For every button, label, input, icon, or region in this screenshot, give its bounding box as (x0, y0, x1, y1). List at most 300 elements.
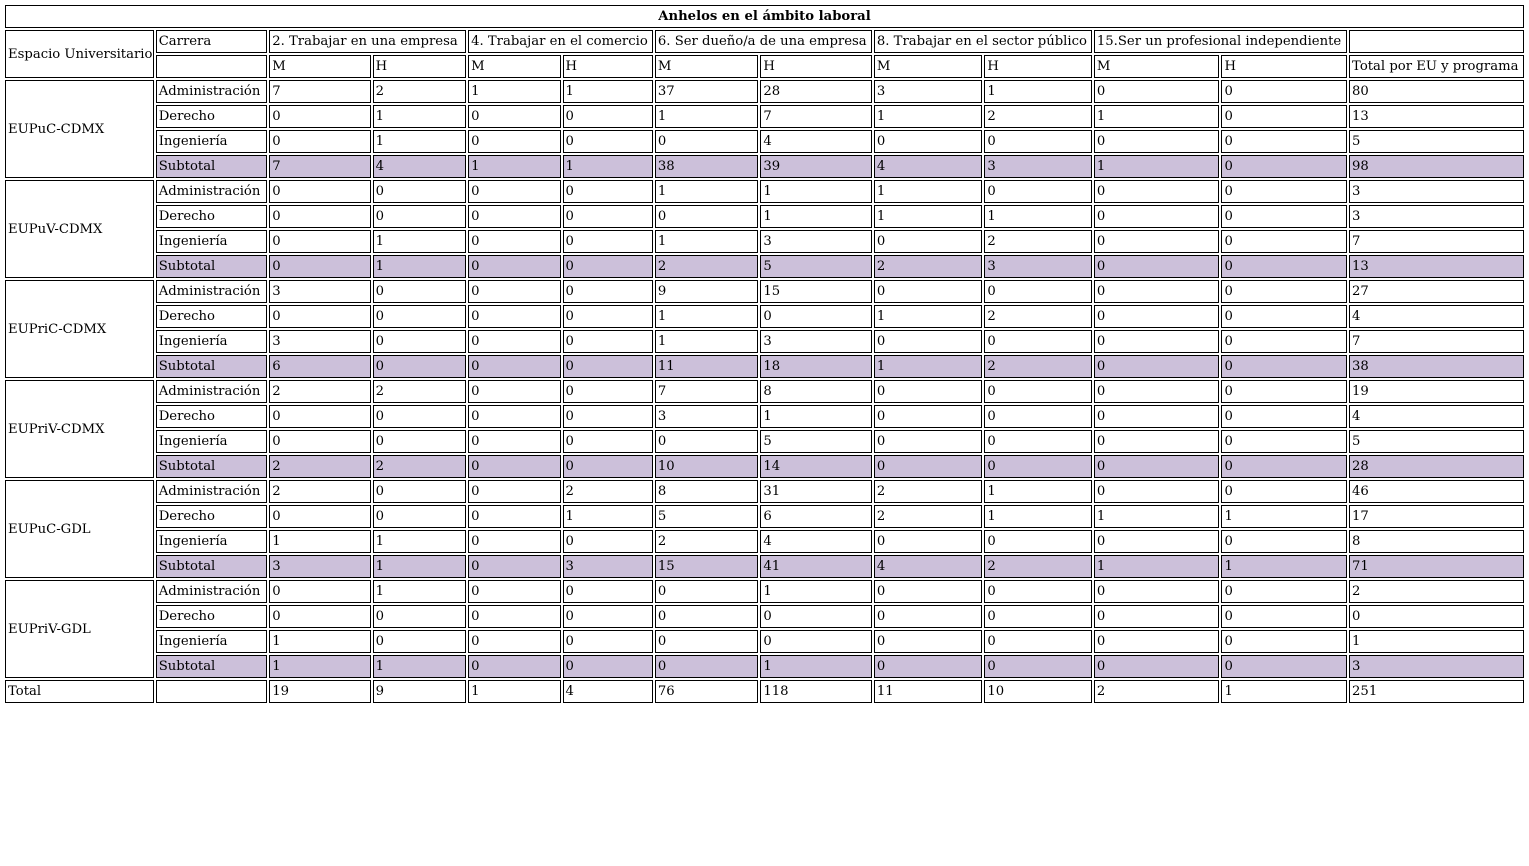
value-cell: 0 (1221, 355, 1347, 378)
value-cell: 1 (373, 555, 466, 578)
value-cell: 0 (984, 130, 1091, 153)
value-cell: 0 (1094, 605, 1220, 628)
value-cell: 0 (874, 130, 983, 153)
grand-total-value: 19 (269, 680, 370, 703)
subtotal-row (5, 155, 1524, 178)
value-cell: 4 (760, 130, 872, 153)
value-cell: 0 (984, 280, 1091, 303)
value-cell: 0 (984, 630, 1091, 653)
grand-total-label: Total (5, 680, 154, 703)
value-cell: 0 (468, 505, 560, 528)
value-cell: 0 (269, 130, 370, 153)
empty-carrera-cell (156, 680, 268, 703)
category-header-independiente: 15.Ser un profesional independiente (1094, 30, 1347, 53)
carrera-cell: Administración (156, 280, 268, 303)
value-cell: 0 (468, 480, 560, 503)
value-cell: 1 (1094, 155, 1220, 178)
value-cell: 0 (373, 505, 466, 528)
value-cell: 0 (1221, 380, 1347, 403)
value-cell: 0 (373, 180, 466, 203)
row-total-cell: 7 (1349, 230, 1524, 253)
value-cell: 2 (984, 555, 1091, 578)
value-cell: 0 (984, 655, 1091, 678)
value-cell: 0 (1094, 330, 1220, 353)
value-cell: 0 (563, 305, 653, 328)
total-header: Total por EU y programa (1349, 55, 1524, 78)
empty-header-cell (156, 55, 268, 78)
value-cell: 0 (269, 430, 370, 453)
value-cell: 7 (760, 105, 872, 128)
subtotal-row (5, 655, 1524, 678)
row-total-cell: 3 (1349, 180, 1524, 203)
row-total-cell: 8 (1349, 530, 1524, 553)
value-cell: 0 (1221, 455, 1347, 478)
value-cell: 0 (563, 105, 653, 128)
value-cell: 1 (269, 530, 370, 553)
value-cell: 4 (760, 530, 872, 553)
value-cell: 0 (1221, 255, 1347, 278)
value-cell: 0 (874, 655, 983, 678)
value-cell: 0 (468, 330, 560, 353)
value-cell: 0 (1221, 405, 1347, 428)
gender-header-m: M (468, 55, 560, 78)
value-cell: 0 (1221, 205, 1347, 228)
value-cell: 0 (655, 580, 758, 603)
value-cell: 10 (655, 455, 758, 478)
espacio-universitario-header: Espacio Universitario (5, 30, 154, 78)
table-row (5, 130, 1524, 153)
value-cell: 0 (563, 180, 653, 203)
row-total-cell: 98 (1349, 155, 1524, 178)
value-cell: 0 (468, 355, 560, 378)
value-cell: 2 (984, 230, 1091, 253)
carrera-header: Carrera (156, 30, 268, 53)
value-cell: 0 (468, 305, 560, 328)
gender-header-h: H (563, 55, 653, 78)
value-cell: 0 (269, 105, 370, 128)
value-cell: 2 (269, 380, 370, 403)
value-cell: 0 (1094, 430, 1220, 453)
value-cell: 1 (760, 655, 872, 678)
carrera-cell: Administración (156, 480, 268, 503)
value-cell: 7 (269, 155, 370, 178)
value-cell: 0 (563, 530, 653, 553)
value-cell: 1 (655, 180, 758, 203)
table-row (5, 430, 1524, 453)
value-cell: 0 (984, 605, 1091, 628)
espacio-universitario-cell: EUPuV-CDMX (5, 180, 154, 278)
value-cell: 1 (1221, 555, 1347, 578)
value-cell: 1 (655, 330, 758, 353)
empty-header-cell (1349, 30, 1524, 53)
value-cell: 0 (1221, 80, 1347, 103)
value-cell: 1 (984, 80, 1091, 103)
subtotal-label: Subtotal (156, 155, 268, 178)
value-cell: 1 (984, 505, 1091, 528)
table-row (5, 80, 1524, 103)
value-cell: 18 (760, 355, 872, 378)
value-cell: 1 (874, 305, 983, 328)
gender-header-h: H (1221, 55, 1347, 78)
value-cell: 0 (874, 430, 983, 453)
subtotal-label: Subtotal (156, 455, 268, 478)
value-cell: 3 (874, 80, 983, 103)
carrera-cell: Derecho (156, 605, 268, 628)
value-cell: 1 (269, 655, 370, 678)
value-cell: 0 (1221, 530, 1347, 553)
value-cell: 1 (984, 480, 1091, 503)
row-total-cell: 5 (1349, 130, 1524, 153)
value-cell: 1 (760, 580, 872, 603)
carrera-cell: Derecho (156, 105, 268, 128)
value-cell: 0 (1094, 380, 1220, 403)
table-row (5, 405, 1524, 428)
gender-header-h: H (373, 55, 466, 78)
value-cell: 0 (373, 430, 466, 453)
value-cell: 0 (468, 655, 560, 678)
value-cell: 0 (984, 430, 1091, 453)
value-cell: 0 (1221, 105, 1347, 128)
table-row (5, 580, 1524, 603)
grand-total-value: 2 (1094, 680, 1220, 703)
value-cell: 14 (760, 455, 872, 478)
value-cell: 0 (984, 405, 1091, 428)
table-row (5, 530, 1524, 553)
value-cell: 3 (984, 255, 1091, 278)
table-row (5, 380, 1524, 403)
value-cell: 0 (874, 580, 983, 603)
value-cell: 3 (269, 280, 370, 303)
value-cell: 0 (874, 455, 983, 478)
gender-header-m: M (655, 55, 758, 78)
value-cell: 3 (760, 230, 872, 253)
value-cell: 0 (1221, 605, 1347, 628)
value-cell: 0 (373, 630, 466, 653)
value-cell: 0 (563, 580, 653, 603)
value-cell: 0 (984, 455, 1091, 478)
value-cell: 11 (655, 355, 758, 378)
value-cell: 0 (1094, 205, 1220, 228)
value-cell: 0 (1094, 580, 1220, 603)
value-cell: 0 (563, 405, 653, 428)
row-total-cell: 28 (1349, 455, 1524, 478)
value-cell: 8 (760, 380, 872, 403)
value-cell: 0 (1094, 655, 1220, 678)
table-row (5, 330, 1524, 353)
subtotal-row (5, 255, 1524, 278)
value-cell: 0 (1094, 405, 1220, 428)
value-cell: 0 (468, 430, 560, 453)
espacio-universitario-cell: EUPriV-GDL (5, 580, 154, 678)
value-cell: 8 (655, 480, 758, 503)
subtotal-row (5, 455, 1524, 478)
table-row (5, 630, 1524, 653)
grand-total-value: 118 (760, 680, 872, 703)
value-cell: 0 (984, 380, 1091, 403)
value-cell: 0 (269, 580, 370, 603)
table-title: Anhelos en el ámbito laboral (5, 5, 1524, 28)
value-cell: 3 (269, 555, 370, 578)
row-total-cell: 38 (1349, 355, 1524, 378)
value-cell: 1 (563, 80, 653, 103)
value-cell: 3 (760, 330, 872, 353)
value-cell: 0 (760, 630, 872, 653)
carrera-cell: Administración (156, 580, 268, 603)
value-cell: 0 (1094, 230, 1220, 253)
row-total-cell: 3 (1349, 655, 1524, 678)
value-cell: 0 (468, 580, 560, 603)
value-cell: 0 (984, 530, 1091, 553)
value-cell: 0 (269, 505, 370, 528)
value-cell: 38 (655, 155, 758, 178)
value-cell: 0 (1221, 305, 1347, 328)
row-total-cell: 7 (1349, 330, 1524, 353)
value-cell: 0 (1221, 330, 1347, 353)
row-total-cell: 3 (1349, 205, 1524, 228)
value-cell: 5 (760, 430, 872, 453)
grand-total-value: 76 (655, 680, 758, 703)
grand-total-value: 10 (984, 680, 1091, 703)
value-cell: 0 (874, 380, 983, 403)
value-cell: 0 (468, 130, 560, 153)
value-cell: 2 (269, 455, 370, 478)
value-cell: 0 (468, 280, 560, 303)
value-cell: 15 (655, 555, 758, 578)
value-cell: 2 (563, 480, 653, 503)
aspirations-table (3, 3, 1526, 705)
value-cell: 0 (563, 430, 653, 453)
value-cell: 2 (373, 455, 466, 478)
value-cell: 0 (373, 205, 466, 228)
table-row (5, 280, 1524, 303)
row-total-cell: 19 (1349, 380, 1524, 403)
value-cell: 1 (563, 505, 653, 528)
carrera-cell: Administración (156, 380, 268, 403)
value-cell: 0 (563, 355, 653, 378)
value-cell: 1 (468, 155, 560, 178)
value-cell: 1 (655, 230, 758, 253)
grand-total-cell: 251 (1349, 680, 1524, 703)
carrera-cell: Ingeniería (156, 630, 268, 653)
value-cell: 6 (269, 355, 370, 378)
carrera-cell: Derecho (156, 205, 268, 228)
grand-total-value: 9 (373, 680, 466, 703)
table-row (5, 180, 1524, 203)
value-cell: 2 (269, 480, 370, 503)
value-cell: 1 (1094, 555, 1220, 578)
value-cell: 0 (655, 205, 758, 228)
value-cell: 0 (1221, 130, 1347, 153)
carrera-cell: Ingeniería (156, 330, 268, 353)
row-total-cell: 5 (1349, 430, 1524, 453)
row-total-cell: 4 (1349, 405, 1524, 428)
value-cell: 0 (563, 330, 653, 353)
value-cell: 0 (1094, 530, 1220, 553)
grand-total-row (5, 680, 1524, 703)
value-cell: 0 (373, 480, 466, 503)
value-cell: 0 (563, 605, 653, 628)
value-cell: 0 (468, 180, 560, 203)
subtotal-row (5, 555, 1524, 578)
row-total-cell: 13 (1349, 255, 1524, 278)
value-cell: 0 (468, 630, 560, 653)
value-cell: 5 (760, 255, 872, 278)
value-cell: 0 (468, 530, 560, 553)
value-cell: 0 (1094, 455, 1220, 478)
value-cell: 0 (874, 405, 983, 428)
carrera-cell: Administración (156, 80, 268, 103)
value-cell: 2 (655, 530, 758, 553)
value-cell: 15 (760, 280, 872, 303)
espacio-universitario-cell: EUPuC-CDMX (5, 80, 154, 178)
value-cell: 0 (269, 180, 370, 203)
carrera-cell: Ingeniería (156, 230, 268, 253)
value-cell: 0 (269, 230, 370, 253)
value-cell: 0 (563, 230, 653, 253)
value-cell: 37 (655, 80, 758, 103)
value-cell: 1 (373, 530, 466, 553)
value-cell: 6 (760, 505, 872, 528)
value-cell: 1 (984, 205, 1091, 228)
value-cell: 1 (874, 355, 983, 378)
grand-total-value: 1 (1221, 680, 1347, 703)
value-cell: 0 (563, 455, 653, 478)
value-cell: 2 (874, 255, 983, 278)
value-cell: 0 (373, 605, 466, 628)
row-total-cell: 1 (1349, 630, 1524, 653)
value-cell: 2 (655, 255, 758, 278)
gender-header-row (5, 55, 1524, 78)
subtotal-row (5, 355, 1524, 378)
value-cell: 1 (373, 105, 466, 128)
subtotal-label: Subtotal (156, 655, 268, 678)
value-cell: 1 (563, 155, 653, 178)
value-cell: 7 (655, 380, 758, 403)
value-cell: 0 (1094, 80, 1220, 103)
row-total-cell: 27 (1349, 280, 1524, 303)
value-cell: 1 (373, 130, 466, 153)
value-cell: 0 (655, 630, 758, 653)
value-cell: 1 (373, 580, 466, 603)
value-cell: 0 (563, 255, 653, 278)
value-cell: 0 (1221, 230, 1347, 253)
value-cell: 3 (563, 555, 653, 578)
value-cell: 1 (1221, 505, 1347, 528)
value-cell: 0 (1221, 180, 1347, 203)
carrera-cell: Administración (156, 180, 268, 203)
row-total-cell: 13 (1349, 105, 1524, 128)
value-cell: 0 (468, 230, 560, 253)
value-cell: 0 (563, 380, 653, 403)
value-cell: 9 (655, 280, 758, 303)
value-cell: 1 (874, 205, 983, 228)
row-total-cell: 0 (1349, 605, 1524, 628)
value-cell: 3 (269, 330, 370, 353)
value-cell: 0 (1221, 655, 1347, 678)
value-cell: 0 (563, 630, 653, 653)
value-cell: 0 (760, 305, 872, 328)
carrera-cell: Ingeniería (156, 430, 268, 453)
gender-header-h: H (760, 55, 872, 78)
value-cell: 4 (874, 155, 983, 178)
value-cell: 0 (655, 605, 758, 628)
value-cell: 1 (269, 630, 370, 653)
subtotal-label: Subtotal (156, 355, 268, 378)
value-cell: 2 (984, 355, 1091, 378)
category-header-empresa: 2. Trabajar en una empresa (269, 30, 466, 53)
value-cell: 0 (1221, 155, 1347, 178)
value-cell: 31 (760, 480, 872, 503)
value-cell: 1 (1094, 505, 1220, 528)
value-cell: 0 (468, 605, 560, 628)
value-cell: 1 (655, 305, 758, 328)
value-cell: 28 (760, 80, 872, 103)
title-row (5, 5, 1524, 28)
value-cell: 0 (655, 430, 758, 453)
value-cell: 0 (373, 280, 466, 303)
value-cell: 0 (874, 280, 983, 303)
table-row (5, 205, 1524, 228)
value-cell: 39 (760, 155, 872, 178)
value-cell: 1 (373, 255, 466, 278)
value-cell: 0 (1094, 630, 1220, 653)
value-cell: 0 (563, 280, 653, 303)
value-cell: 0 (563, 130, 653, 153)
value-cell: 0 (984, 330, 1091, 353)
value-cell: 0 (874, 230, 983, 253)
value-cell: 0 (468, 255, 560, 278)
value-cell: 1 (874, 180, 983, 203)
category-header-comercio: 4. Trabajar en el comercio (468, 30, 653, 53)
value-cell: 2 (373, 80, 466, 103)
value-cell: 1 (760, 205, 872, 228)
value-cell: 0 (373, 330, 466, 353)
value-cell: 0 (1094, 180, 1220, 203)
value-cell: 3 (984, 155, 1091, 178)
category-header-row (5, 30, 1524, 53)
table-row (5, 505, 1524, 528)
subtotal-label: Subtotal (156, 555, 268, 578)
value-cell: 0 (1094, 280, 1220, 303)
value-cell: 0 (468, 105, 560, 128)
row-total-cell: 46 (1349, 480, 1524, 503)
category-header-sector-publico: 8. Trabajar en el sector público (874, 30, 1092, 53)
value-cell: 1 (655, 105, 758, 128)
value-cell: 0 (373, 305, 466, 328)
value-cell: 1 (1094, 105, 1220, 128)
value-cell: 5 (655, 505, 758, 528)
value-cell: 0 (269, 305, 370, 328)
table-row (5, 605, 1524, 628)
espacio-universitario-cell: EUPriV-CDMX (5, 380, 154, 478)
espacio-universitario-cell: EUPuC-GDL (5, 480, 154, 578)
value-cell: 0 (563, 655, 653, 678)
value-cell: 0 (468, 380, 560, 403)
value-cell: 41 (760, 555, 872, 578)
value-cell: 2 (874, 505, 983, 528)
value-cell: 0 (468, 405, 560, 428)
value-cell: 2 (984, 105, 1091, 128)
value-cell: 0 (269, 405, 370, 428)
value-cell: 0 (1094, 255, 1220, 278)
row-total-cell: 17 (1349, 505, 1524, 528)
value-cell: 0 (1094, 305, 1220, 328)
value-cell: 0 (1221, 280, 1347, 303)
value-cell: 2 (874, 480, 983, 503)
value-cell: 0 (563, 205, 653, 228)
value-cell: 1 (373, 230, 466, 253)
value-cell: 0 (760, 605, 872, 628)
